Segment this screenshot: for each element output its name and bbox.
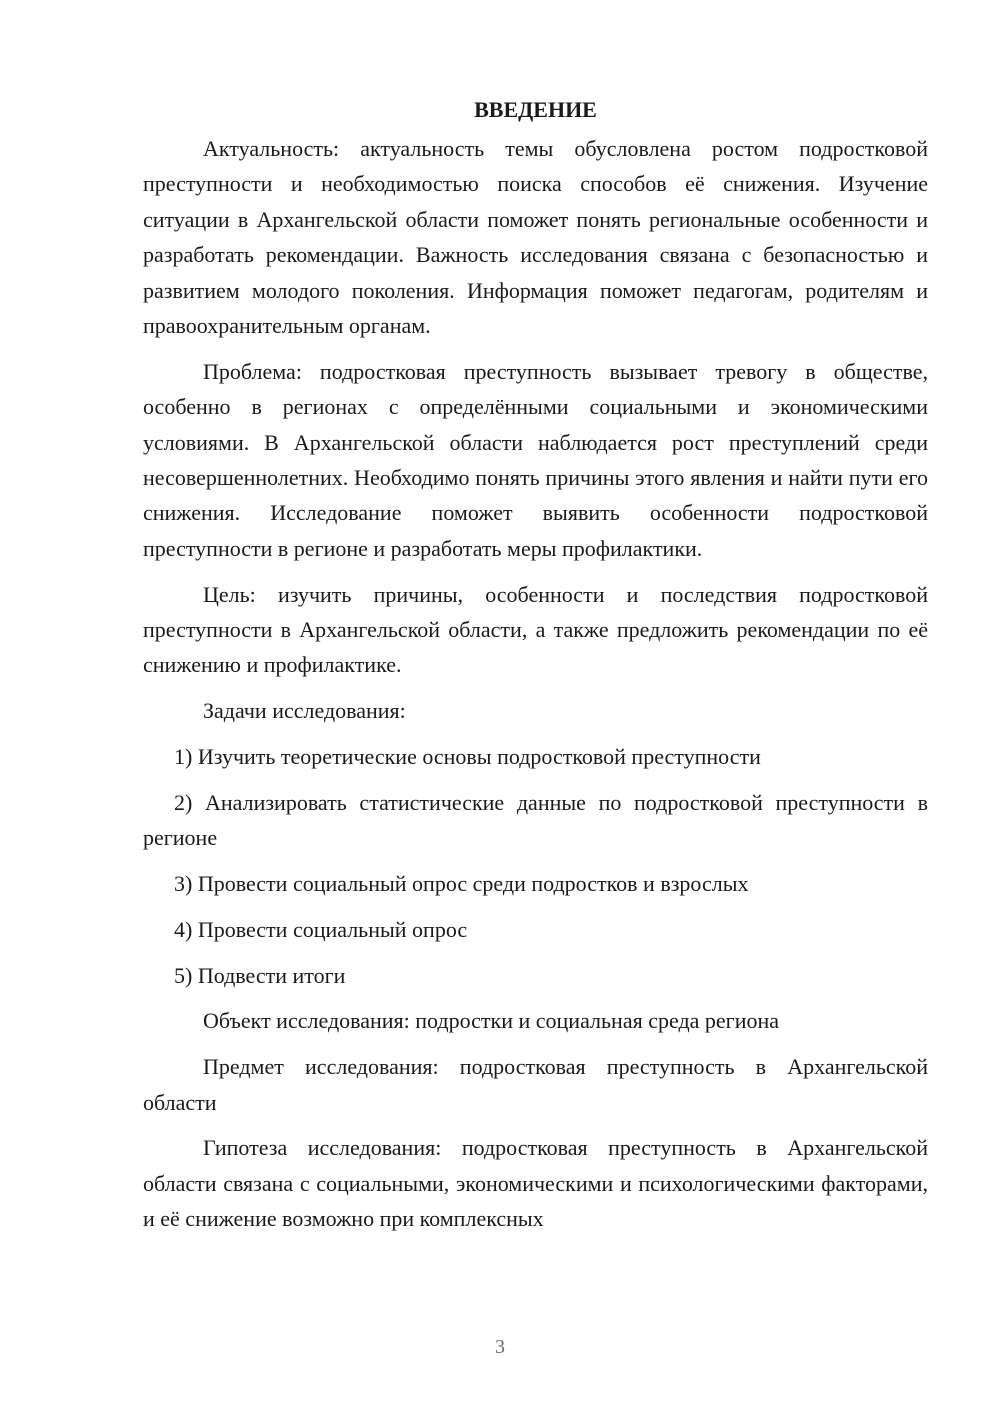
paragraph-relevance: Актуальность: актуальность темы обусловлена ростом подростковой преступности и необходимостью поиска способов её снижения. Изучение ситуации в Архангельской области поможет понять региональные особенности и разработать рекомендации. Важность исследования связана с безопасностью и развитием молодого поколения. Информация поможет педагогам, родителям и правоохранительным органам. [143,136,928,339]
task-item-5: 5) Подвести итоги [174,962,346,988]
page-number: 3 [495,1336,505,1358]
task-item-1: 1) Изучить теоретические основы подростковой преступности [174,744,761,770]
paragraph-problem: Проблема: подростковая преступность вызывает тревогу в обществе, особенно в регионах с определёнными социальными и экономическими условиями. В Архангельской области наблюдается рост преступлений среди несовершеннолетних. Необходимо понять причины этого явления и найти пути его снижения. Исследование поможет выявить особенности подростковой преступности в регионе и разработать меры профилактики. [143,358,928,561]
task-item-2: 2) Анализировать статистические данные по подростковой преступности в регионе [143,789,928,851]
section-title: ВВЕДЕНИЕ [474,97,597,122]
task-item-4: 4) Провести социальный опрос [174,916,468,942]
page-content [143,95,928,1247]
paragraph-goal: Цель: изучить причины, особенности и последствия подростковой преступности в Архангельской области, а также предложить рекомендации по её снижению и профилактике. [143,581,928,678]
tasks-heading: Задачи исследования: [203,698,406,724]
paragraph-object: Объект исследования: подростки и социальная среда региона [203,1008,780,1034]
task-item-3: 3) Провести социальный опрос среди подростков и взрослых [174,871,749,897]
paragraph-hypothesis: Гипотеза исследования: подростковая преступность в Архангельской области связана с социальными, экономическими и психологическими факторами, и её снижение возможно при комплексных [143,1135,928,1232]
paragraph-subject: Предмет исследования: подростковая преступность в Архангельской области [143,1054,928,1115]
